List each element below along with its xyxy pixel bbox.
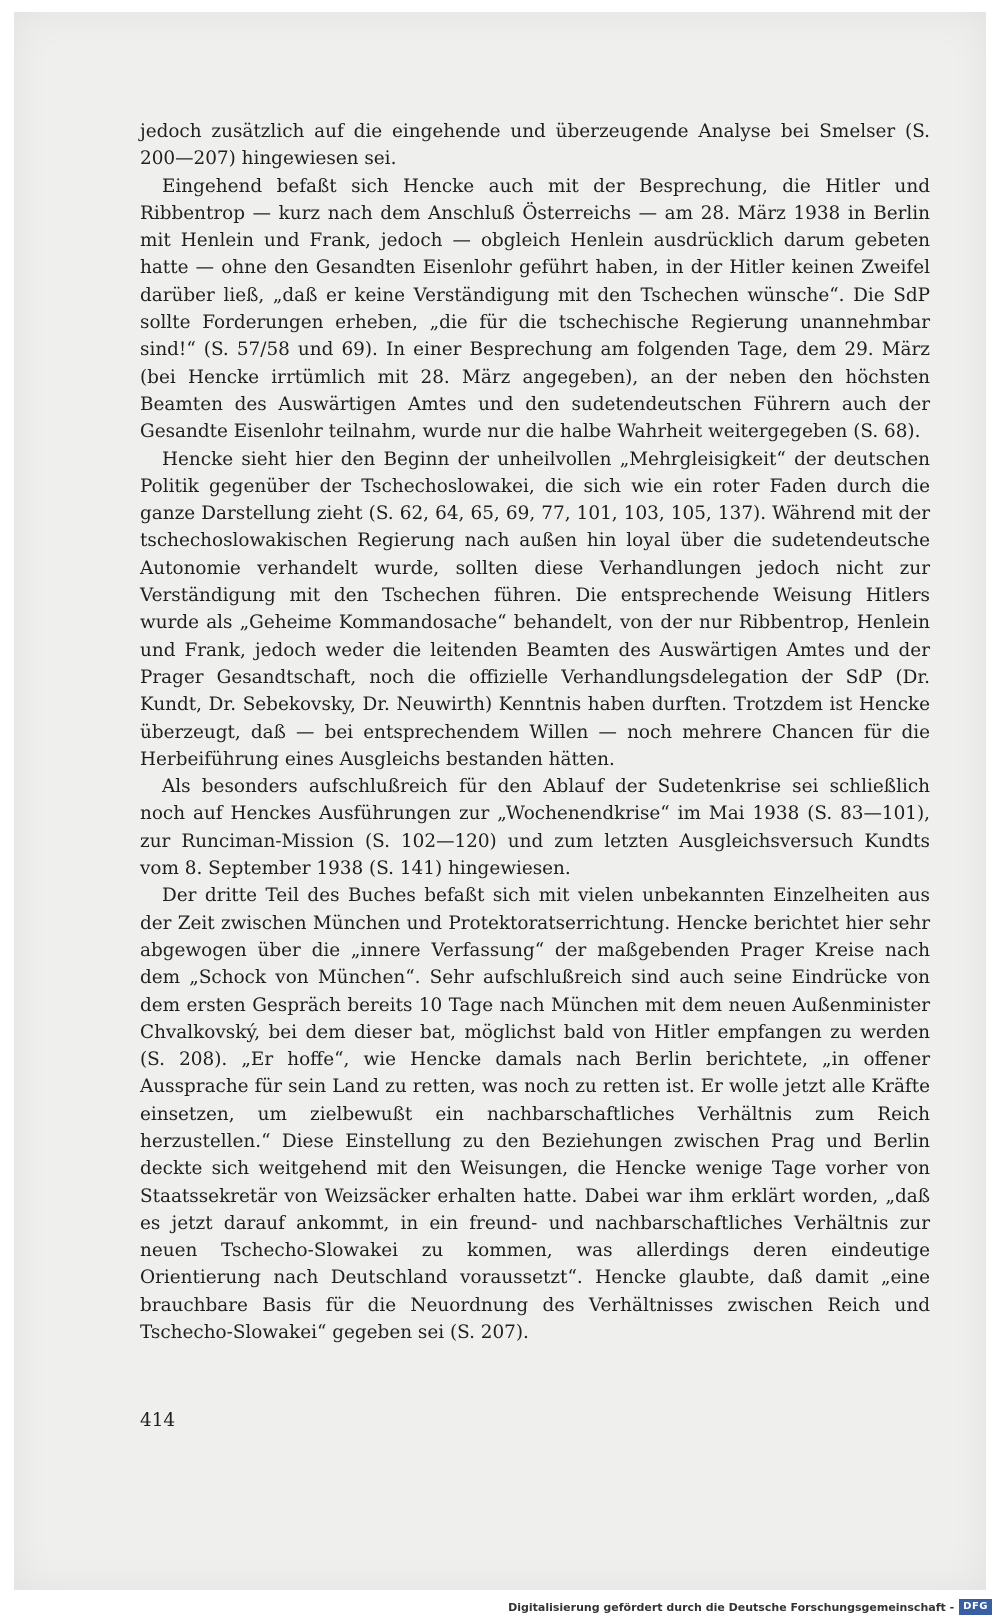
dfg-logo-icon: DFG	[959, 1599, 992, 1615]
paragraph-3: Hencke sieht hier den Beginn der unheilvollen „Mehrgleisigkeit“ der deutschen Politik gegenüber der Tschechoslowakei, die sich wie ein roter Faden durch die ganze Darstellung zieht (S. 62, 64, 65, 69, 77, 101, 103, 105, 137). Während mit der tschechoslowakischen Regierung nach außen hin loyal über die sudetendeutsche Autonomie verhandelt wurde, sollten diese Verhandlungen jedoch nicht zur Verständigung mit den Tschechen führen. Die entsprechende Weisung Hitlers wurde als „Geheime Kommandosache“ behandelt, von der nur Ribbentrop, Henlein und Frank, jedoch weder die leitenden Beamten des Auswärtigen Amtes und der Prager Gesandtschaft, noch die offizielle Verhandlungsdelegation der SdP (Dr. Kundt, Dr. Sebekovsky, Dr. Neuwirth) Kenntnis haben durften. Trotzdem ist Hencke überzeugt, daß — bei entsprechendem Willen — noch mehrere Chancen für die Herbeiführung eines Ausgleichs bestanden hätten.	[140, 448, 930, 770]
paragraph-1: jedoch zusätzlich auf die eingehende und überzeugende Analyse bei Smelser (S. 200—207) hingewiesen sei.	[140, 121, 930, 170]
paragraph-5: Der dritte Teil des Buches befaßt sich mit vielen unbekannten Einzelheiten aus der Zeit zwischen München und Protektoratserrichtung. Hencke berichtet hier sehr abgewogen über die „innere Verfassung“ der maßgebenden Prager Kreise nach dem „Schock von München“. Sehr aufschlußreich sind auch seine Eindrücke von dem ersten Gespräch bereits 10 Tage nach München mit dem neuen Außenminister Chvalkovský, bei dem dieser bat, möglichst bald von Hitler empfangen zu werden (S. 208). „Er hoffe“, wie Hencke damals nach Berlin berichtete, „in offener Aussprache für sein Land zu retten, was noch zu retten ist. Er wolle jetzt alle Kräfte einsetzen, um zielbewußt ein nachbarschaftliches Verhältnis zum Reich herzustellen.“ Diese Einstellung zu den Beziehungen zwischen Prag und Berlin deckte sich weitgehend mit den Weisungen, die Hencke wenige Tage vorher von Staatssekretär von Weizsäcker erhalten hatte. Dabei war ihm erklärt worden, „daß es jetzt darauf ankommt, in ein freund- und nachbarschaftliches Verhältnis zur neuen Tschecho-Slowakei zu kommen, was allerdings deren eindeutige Orientierung nach Deutschland voraussetzt“. Hencke glaubte, daß damit „eine brauchbare Basis für die Neuordnung des Verhältnisses zwischen Reich und Tschecho-Slowakei“ gegeben sei (S. 207).	[140, 885, 930, 1344]
digitization-footer	[508, 1596, 992, 1618]
paragraph-2: Eingehend befaßt sich Hencke auch mit der Besprechung, die Hitler und Ribbentrop — kurz nach dem Anschluß Österreichs — am 28. März 1938 in Berlin mit Henlein und Frank, jedoch — obgleich Henlein ausdrücklich darum gebeten hatte — ohne den Gesandten Eisenlohr geführt haben, in der Hitler keinen Zweifel darüber ließ, „daß er keine Verständigung mit den Tschechen wünsche“. Die SdP sollte Forderungen erheben, „die für die tschechische Regierung unannehmbar sind!“ (S. 57/58 und 69). In einer Besprechung am folgenden Tage, dem 29. März (bei Hencke irrtümlich mit 28. März angegeben), an der neben den höchsten Beamten des Auswärtigen Amtes und den sudetendeutschen Führern auch der Gesandte Eisenlohr teilnahm, wurde nur die halbe Wahrheit weitergegeben (S. 68).	[140, 175, 930, 443]
body-text	[140, 118, 930, 1346]
page-number: 414	[140, 1410, 176, 1431]
footer-text: Digitalisierung gefördert durch die Deutsche Forschungsgemeinschaft -	[508, 1600, 955, 1614]
paragraph-4: Als besonders aufschlußreich für den Ablauf der Sudetenkrise sei schließlich noch auf Henckes Ausführungen zur „Wochenendkrise“ im Mai 1938 (S. 83—101), zur Runciman-Mission (S. 102—120) und zum letzten Ausgleichsversuch Kundts vom 8. September 1938 (S. 141) hingewiesen.	[140, 776, 930, 880]
